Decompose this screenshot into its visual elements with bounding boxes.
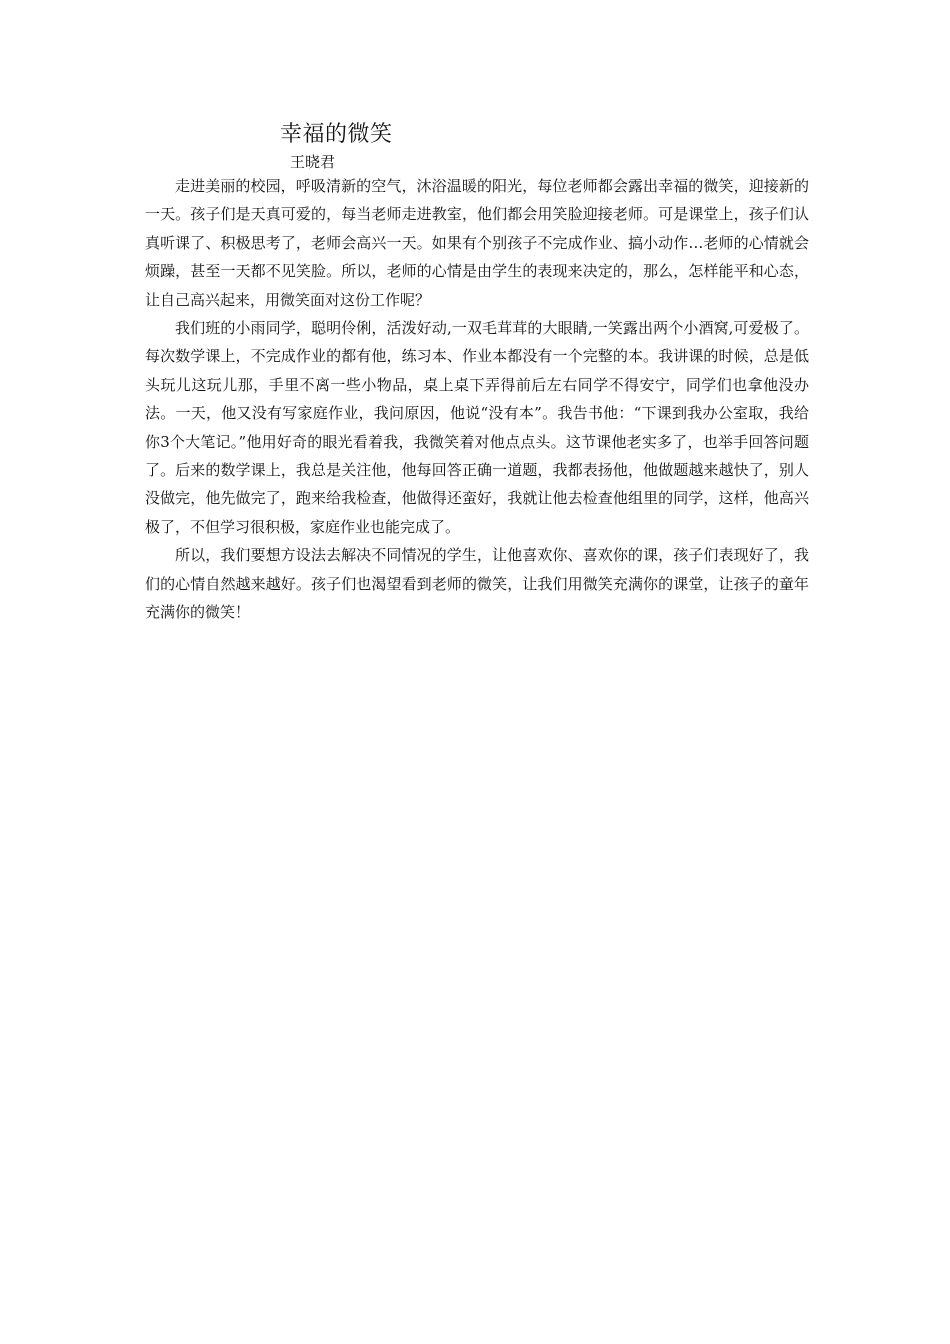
paragraph-conclusion: 所以，我们要想方设法去解决不同情况的学生，让他喜欢你、喜欢你的课，孩子们表现好了，我们的心情自然越来越好。孩子们也渴望看到老师的微笑，让我们用微笑充满你的课堂，让孩子的童年充满你的微笑！ [145, 546, 809, 622]
document-body [145, 172, 809, 627]
document-title: 幸福的微笑 [280, 122, 393, 147]
paragraph-story: 我们班的小雨同学，聪明伶俐，活泼好动,一双毛茸茸的大眼睛,一笑露出两个小酒窝,可爱极了。每次数学课上，不完成作业的都有他，练习本、作业本都没有一个完整的本。我讲课的时候，总是低头玩儿这玩儿那，手里不离一些小物品，桌上桌下弄得前后左右同学不得安宁，同学们也拿他没办法。一天，他又没有写家庭作业，我问原因，他说“没有本”。我告书他：“下课到我办公室取，我给你3个大笔记。”他用好奇的眼光看着我，我微笑着对他点点头。这节课他老实多了，也举手回答问题了。后来的数学课上，我总是关注他，他每回答正确一道题，我都表扬他，他做题越来越快了，别人没做完，他先做完了，跑来给我检查，他做得还蛮好，我就让他去检查他组里的同学，这样，他高兴极了，不但学习很积极，家庭作业也能完成了。 [145, 319, 809, 536]
paragraph-intro: 走进美丽的校园，呼吸清新的空气，沐浴温暖的阳光，每位老师都会露出幸福的微笑，迎接新的一天。孩子们是天真可爱的，每当老师走进教室，他们都会用笑脸迎接老师。可是课堂上，孩子们认真听课了、积极思考了，老师会高兴一天。如果有个别孩子不完成作业、搞小动作…老师的心情就会烦躁，甚至一天都不见笑脸。所以，老师的心情是由学生的表现来决定的，那么，怎样能平和心态，让自己高兴起来，用微笑面对这份工作呢？ [145, 177, 809, 309]
author-name: 王晓君 [290, 153, 336, 171]
